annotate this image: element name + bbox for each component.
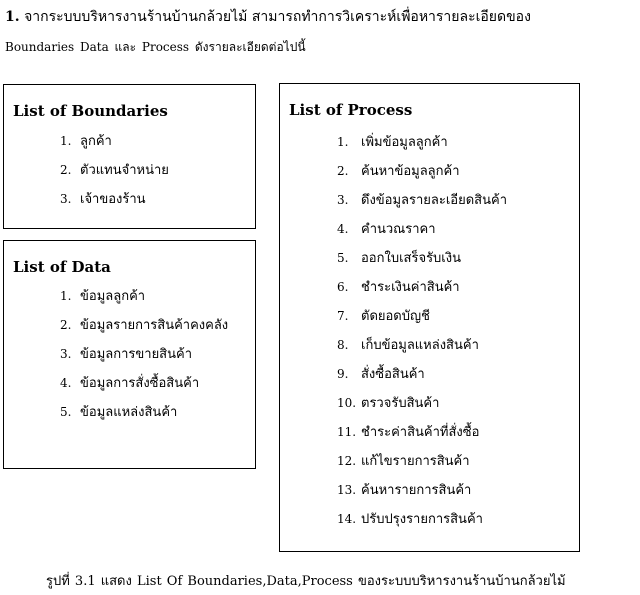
list-item: 5. ออกใบเสร็จรับเงิน — [337, 251, 461, 266]
list-item: 11. ชำระค่าสินค้าที่สั่งซื้อ — [337, 425, 480, 440]
process-list — [337, 128, 507, 534]
list-item: 1. ลูกค้า — [60, 134, 112, 149]
list-item: 9. สั่งซื้อสินค้า — [337, 367, 425, 382]
data-title: List of Data — [13, 258, 111, 276]
list-item: 2. ค้นหาข้อมูลลูกค้า — [337, 164, 460, 179]
list-item: 6. ชำระเงินค่าสินค้า — [337, 280, 460, 295]
list-item: 14. ปรับปรุงรายการสินค้า — [337, 512, 483, 527]
intro-line — [5, 6, 531, 28]
list-item: 13. ค้นหารายการสินค้า — [337, 483, 472, 498]
list-item: 2. ตัวแทนจำหน่าย — [60, 163, 169, 178]
data-box — [3, 240, 256, 469]
list-item: 1. เพิ่มข้อมูลลูกค้า — [337, 135, 448, 150]
list-item: 10. ตรวจรับสินค้า — [337, 396, 440, 411]
boundaries-title: List of Boundaries — [13, 102, 168, 120]
list-item: 1. ข้อมูลลูกค้า — [60, 289, 146, 304]
section-number: 1. — [5, 9, 20, 25]
figure-caption: รูปที่ 3.1 แสดง List Of Boundaries,Data,Process ของระบบบริหารงานร้านบ้านกล้วยไม้ — [46, 574, 566, 589]
list-item: 7. ตัดยอดบัญชี — [337, 309, 430, 324]
list-item: 5. ข้อมูลแหล่งสินค้า — [60, 405, 178, 420]
list-item: 4. คำนวณราคา — [337, 222, 436, 237]
process-title: List of Process — [289, 101, 413, 119]
list-item: 3. เจ้าของร้าน — [60, 192, 146, 207]
intro-line-2: Boundaries Data และ Process ดังรายละเอียดต่อไปนี้ — [5, 40, 306, 54]
list-item: 12. แก้ไขรายการสินค้า — [337, 454, 470, 469]
list-item: 2. ข้อมูลรายการสินค้าคงคลัง — [60, 318, 229, 333]
data-list — [60, 282, 228, 427]
boundaries-list — [60, 127, 169, 214]
list-item: 3. ดึงข้อมูลรายละเอียดสินค้า — [337, 193, 507, 208]
list-item: 4. ข้อมูลการสั่งซื้อสินค้า — [60, 376, 200, 391]
list-item: 3. ข้อมูลการขายสินค้า — [60, 347, 193, 362]
list-item: 8. เก็บข้อมูลแหล่งสินค้า — [337, 338, 479, 353]
intro-text: จากระบบบริหารงานร้านบ้านกล้วยไม้ สามารถทำการวิเคราะห์เพื่อหารายละเอียดของ — [24, 9, 531, 25]
boundaries-box — [3, 84, 256, 229]
process-box — [279, 83, 580, 552]
